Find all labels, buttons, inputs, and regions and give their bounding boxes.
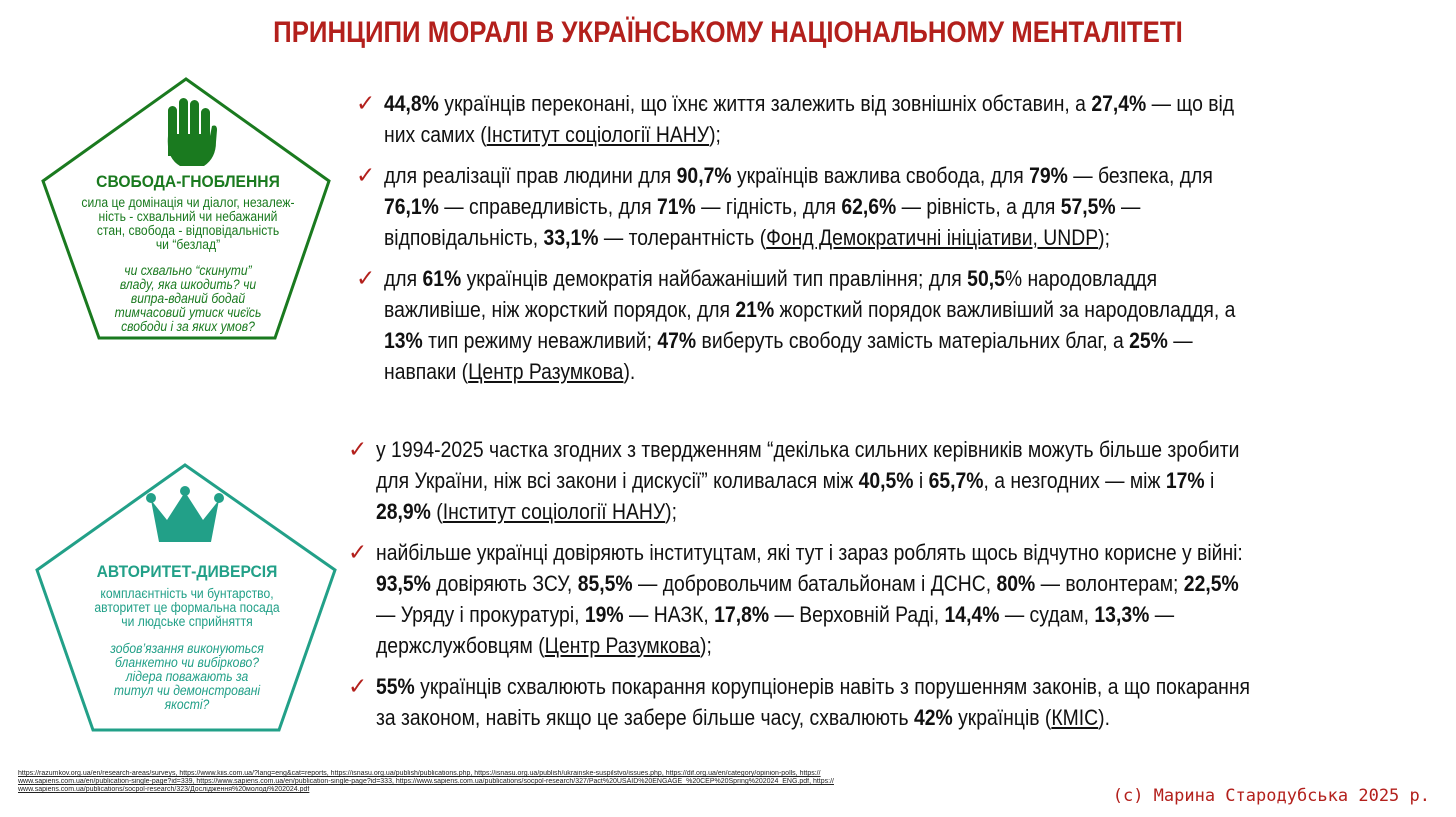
text-segment: українців важлива свобода, для — [731, 163, 1030, 188]
text-segment: для України, ніж всі закони і дискусії” коливалася між — [376, 468, 859, 493]
text-segment: відповідальність, — [384, 225, 544, 250]
authority-desc-line: авторитет це формальна посада — [94, 600, 280, 615]
statistic-value: 71% — [656, 194, 696, 219]
freedom-question-line: випра-вданий бодай — [130, 291, 246, 306]
statistic-value: 62,6% — [841, 194, 897, 219]
freedom-desc-line: чи “безлад” — [155, 237, 221, 252]
text-segment: найбільше українці довіряють інституцтам, які тут і зараз роблять щось відчутно корисне у війні: — [376, 540, 1243, 565]
bullet-item — [356, 263, 1436, 387]
bullet-line — [384, 119, 1310, 150]
bullet-line — [376, 630, 1311, 661]
bullet-line — [384, 160, 1310, 191]
text-segment: українців схвалюють покарання корупціонерів навіть з порушенням законів, а що покарання — [414, 674, 1251, 699]
statistic-value: 19% — [584, 602, 624, 627]
statistic-value: 50,5 — [967, 266, 1005, 291]
statistic-value: 14,4% — [944, 602, 1000, 627]
bullet-item — [356, 160, 1436, 253]
authority-desc-line: комплаєнтність чи бунтарство, — [100, 586, 274, 601]
text-segment: — — [1167, 328, 1193, 353]
statistic-value: 85,5% — [577, 571, 633, 596]
freedom-question-line: чи схвально “скинути” — [124, 263, 252, 278]
source-citation-link[interactable]: Фонд Демократичні ініціативи, UNDP — [766, 225, 1099, 250]
bullet-list-top — [356, 88, 1436, 397]
statistic-value: 76,1% — [384, 194, 439, 219]
bullet-line — [384, 222, 1310, 253]
bullet-item — [356, 88, 1436, 150]
text-segment: — волонтерам; — [1035, 571, 1184, 596]
text-segment: — — [1115, 194, 1141, 219]
source-citation-link[interactable]: КМІС — [1051, 705, 1099, 730]
bullet-list-bottom — [348, 434, 1438, 743]
bullet-line — [376, 465, 1311, 496]
bullet-line — [384, 88, 1310, 119]
statistic-value: 55% — [376, 674, 415, 699]
authority-title: АВТОРИТЕТ-ДИВЕРСІЯ — [96, 562, 278, 581]
checkmark-icon: ✓ — [356, 265, 376, 291]
checkmark-icon: ✓ — [356, 90, 376, 116]
text-segment: і — [1204, 468, 1215, 493]
statistic-value: 25% — [1129, 328, 1168, 353]
text-segment: важливіше, ніж жорсткий порядок, для — [384, 297, 736, 322]
text-segment: — толерантність ( — [598, 225, 767, 250]
freedom-pentagon — [38, 76, 338, 346]
text-segment: — Верховній Раді, — [769, 602, 945, 627]
checkmark-icon: ✓ — [348, 436, 368, 462]
text-segment: — рівність, а для — [896, 194, 1061, 219]
text-segment: ( — [430, 499, 443, 524]
bullet-item — [348, 434, 1438, 527]
text-segment: — справедливість, для — [438, 194, 657, 219]
authority-question-line: титул чи демонстровані — [113, 683, 261, 698]
text-segment: , а незгодних — між — [983, 468, 1166, 493]
text-segment: ); — [700, 633, 712, 658]
bullet-line — [376, 537, 1311, 568]
text-segment: у 1994-2025 частка згодних з твердженням “декілька сильних керівників можуть більше зробити — [376, 437, 1240, 462]
statistic-value: 80% — [996, 571, 1036, 596]
copyright: (c) Марина Стародубська 2025 р. — [1112, 786, 1430, 806]
checkmark-icon: ✓ — [356, 162, 376, 188]
freedom-title: СВОБОДА-ГНОБЛЕННЯ — [96, 172, 280, 191]
text-segment: — судам, — [999, 602, 1095, 627]
bullet-line — [384, 263, 1310, 294]
freedom-question — [89, 264, 287, 334]
text-segment: довіряють ЗСУ, — [430, 571, 578, 596]
text-segment: — безпека, для — [1067, 163, 1213, 188]
statistic-value: 21% — [735, 297, 775, 322]
text-segment: них самих ( — [384, 122, 487, 147]
authority-description — [70, 587, 304, 629]
statistic-value: 27,4% — [1091, 91, 1147, 116]
statistic-value: 93,5% — [376, 571, 431, 596]
source-link[interactable]: www.sapiens.com.ua/publications/socpol-research/323/Дослідження%20молоді%202024.pdf — [18, 786, 310, 793]
text-segment: тип режиму неважливий; — [422, 328, 658, 353]
source-citation-link[interactable]: Центр Разумкова — [468, 359, 624, 384]
statistic-value: 13,3% — [1094, 602, 1150, 627]
bullet-line — [376, 568, 1311, 599]
text-segment: жорсткий порядок важливіший за народовладдя, а — [774, 297, 1236, 322]
bullet-item — [348, 671, 1438, 733]
freedom-desc-line: ність - схвальний чи небажаний — [98, 209, 278, 224]
checkmark-icon: ✓ — [348, 673, 368, 699]
text-segment: навпаки ( — [384, 359, 469, 384]
bullet-line — [384, 356, 1310, 387]
source-citation-link[interactable]: Інститут соціології НАНУ — [442, 499, 666, 524]
statistic-value: 22,5% — [1183, 571, 1239, 596]
authority-question-line: зобов’язання виконуються — [110, 641, 264, 656]
source-link[interactable]: www.sapiens.com.ua/en/publication-single-page?id=339, https://www.sapiens.com.ua/en/publication-single-page?id=333, https://www.sapiens.com.ua/publications/socpol-research/327/Pact%20USAID%20ENGAGE_%20CEP%20Spring%202024_ENG.pdf, https:// — [18, 778, 834, 785]
statistic-value: 17,8% — [714, 602, 770, 627]
source-citation-link[interactable]: Центр Разумкова — [544, 633, 701, 658]
bullet-item — [348, 537, 1438, 661]
text-segment: ); — [665, 499, 678, 524]
raised-hand-icon — [160, 96, 220, 176]
text-segment: для — [384, 266, 423, 291]
text-segment: — НАЗК, — [623, 602, 715, 627]
statistic-value: 40,5% — [858, 468, 914, 493]
statistic-value: 65,7% — [928, 468, 984, 493]
text-segment: ). — [623, 359, 636, 384]
authority-question-line: лідера поважають за — [125, 669, 249, 684]
source-citation-link[interactable]: Інститут соціології НАНУ — [486, 122, 710, 147]
text-segment: для реалізації прав людини для — [384, 163, 677, 188]
bullet-line — [384, 294, 1310, 325]
statistic-value: 33,1% — [543, 225, 599, 250]
bullet-line — [376, 496, 1311, 527]
checkmark-icon: ✓ — [348, 539, 368, 565]
text-segment: українців демократія найбажаніший тип правління; для — [461, 266, 968, 291]
text-segment: ). — [1098, 705, 1110, 730]
text-segment: — — [1149, 602, 1175, 627]
text-segment: українців переконані, що їхнє життя залежить від зовнішніх обставин, а — [438, 91, 1092, 116]
statistic-value: 90,7% — [676, 163, 732, 188]
freedom-question-line: владу, яка шкодить? чи — [119, 277, 257, 292]
statistic-value: 13% — [384, 328, 423, 353]
freedom-desc-line: сила це домінація чи діалог, незалеж- — [81, 195, 295, 210]
source-links — [18, 770, 838, 794]
text-segment: — що від — [1146, 91, 1235, 116]
freedom-description — [71, 196, 305, 252]
text-segment: і — [913, 468, 929, 493]
authority-pentagon — [32, 462, 342, 737]
text-segment: — гідність, для — [695, 194, 842, 219]
source-link[interactable]: https://razumkov.org.ua/en/research-areas/surveys, https://www.kiis.com.ua/?lang=eng&cat=reports, https://isnasu.org.ua/publish/publications.php, https://isnasu.org.ua/publish/ukrainske-suspilstvo/issues.php, https://dif.org.ua/en/category/opinion-polls, https:// — [18, 770, 821, 777]
text-segment: виберуть свободу замість матеріальних благ, а — [696, 328, 1130, 353]
freedom-question-line: тимчасовий утиск чиєїсь — [114, 305, 262, 320]
text-segment: держслужбовцям ( — [376, 633, 545, 658]
statistic-value: 57,5% — [1060, 194, 1116, 219]
statistic-value: 28,9% — [376, 499, 431, 524]
authority-question — [88, 642, 286, 712]
bullet-line — [376, 702, 1311, 733]
statistic-value: 47% — [657, 328, 697, 353]
bullet-line — [384, 191, 1310, 222]
freedom-question-line: свободи і за яких умов? — [121, 319, 255, 334]
statistic-value: 61% — [422, 266, 462, 291]
statistic-value: 44,8% — [384, 91, 439, 116]
statistic-value: 79% — [1029, 163, 1068, 188]
text-segment: — добровольчим батальйонам і ДСНС, — [632, 571, 997, 596]
text-segment: українців ( — [952, 705, 1052, 730]
text-segment: ); — [709, 122, 721, 147]
authority-question-line: бланкетно чи вибірково? — [114, 655, 260, 670]
statistic-value: 17% — [1165, 468, 1205, 493]
page-title: ПРИНЦИПИ МОРАЛІ В УКРАЇНСЬКОМУ НАЦІОНАЛЬНОМУ МЕНТАЛІТЕТІ — [273, 16, 1183, 49]
text-segment: % народовладдя — [1004, 266, 1158, 291]
authority-desc-line: чи людське сприйняття — [121, 614, 253, 629]
statistic-value: 42% — [913, 705, 953, 730]
bullet-line — [376, 599, 1311, 630]
bullet-line — [384, 325, 1310, 356]
crown-icon — [145, 486, 225, 546]
text-segment: — Уряду і прокуратурі, — [376, 602, 585, 627]
freedom-desc-line: стан, свобода - відповідальність — [96, 223, 280, 238]
bullet-line — [376, 671, 1311, 702]
text-segment: ); — [1098, 225, 1110, 250]
authority-question-line: якості? — [164, 697, 210, 712]
text-segment: за законом, навіть якщо це забере більше часу, схвалюють — [376, 705, 914, 730]
bullet-line — [376, 434, 1311, 465]
